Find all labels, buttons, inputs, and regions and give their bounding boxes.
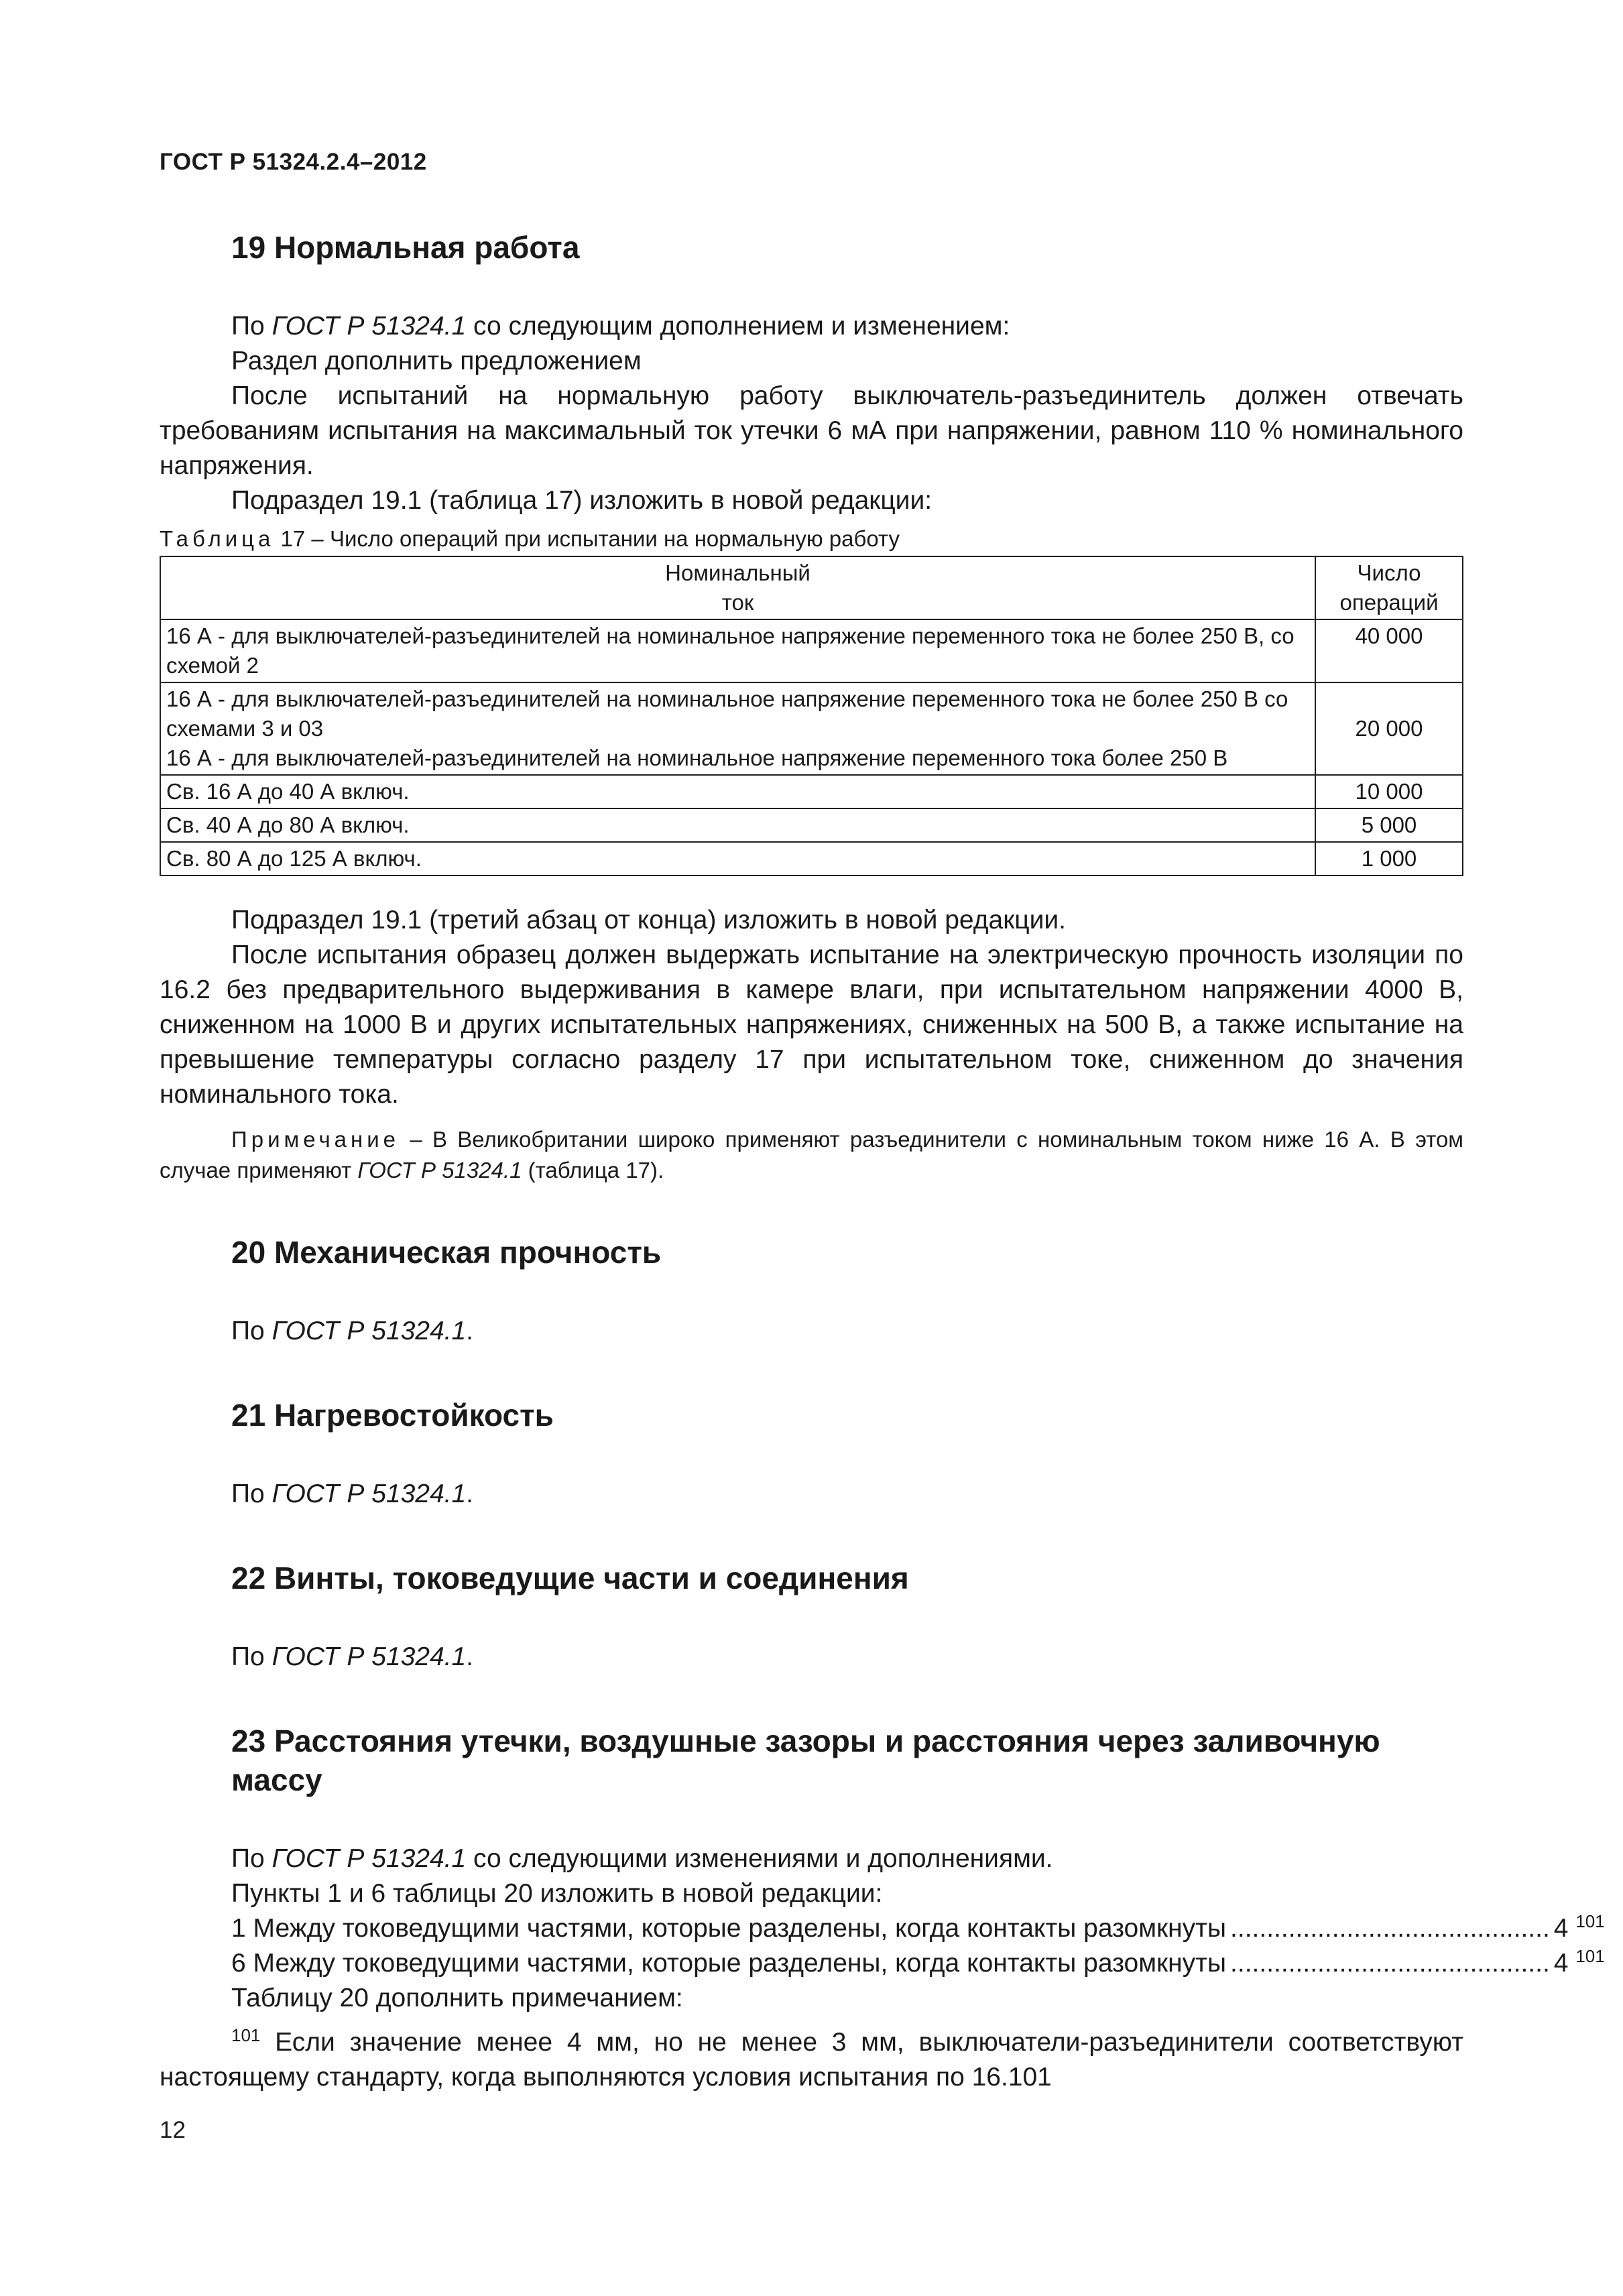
section-21-title: 21 Нагревостойкость [231, 1397, 554, 1433]
table-row [160, 619, 1463, 682]
cell-current-line: 16 А - для выключателей-разъединителей на номинальное напряжение переменного тока не более 250 В со схемами 3 и 03 [166, 686, 1288, 741]
caption-text: 17 – Число операций при испытании на нормальную работу [274, 526, 900, 551]
standard-reference: ГОСТ Р 51324.1 [272, 1642, 467, 1671]
standard-reference: ГОСТ Р 51324.1 [272, 1316, 467, 1345]
section-19-para-1 [160, 309, 1463, 344]
section-20 [160, 1233, 1463, 1349]
caption-label: Таблица [160, 526, 275, 551]
text: со следующим дополнением и изменением: [466, 311, 1010, 341]
cell-current: 16 А - для выключателей-разъединителей на номинальное напряжение переменного тока не более 250 В, со схемой 2 [160, 619, 1315, 682]
text: По [231, 311, 272, 341]
footnote-marker: 101 [1575, 1946, 1605, 1967]
section-23-para-2: Пункты 1 и 6 таблицы 20 изложить в новой редакции: [231, 1879, 883, 1909]
section-19-para-6: После испытания образец должен выдержать испытание на электрическую прочность изоляции по 16.2 без предварительного выдерживания в камере влаги, при испытательном напряжении 4000 В, сниженном на 1000 В и других испытательных напряжениях, сниженных на 500 В, а также испытание на превышение температуры согласно разделу 17 при испытательном токе, сниженном до значения номинального тока. [160, 940, 1463, 1109]
text: со следующими изменениями и дополнениями. [466, 1844, 1053, 1874]
text: По [231, 1844, 272, 1874]
cell-current [160, 682, 1315, 775]
table-20-item [160, 1911, 1605, 1946]
section-23-para-3: Таблицу 20 дополнить примечанием: [231, 1984, 683, 2013]
standard-reference: ГОСТ Р 51324.1 [357, 1157, 522, 1183]
section-22 [160, 1559, 1463, 1675]
text: – В Великобритании широко применяют разъединители с номинальным током ниже 16 А. В этом случае применяют [160, 1126, 1463, 1183]
text: Если значение менее 4 мм, но не менее 3 мм, выключатели-разъединители соответствуют настоящему стандарту, когда выполняются условия испытания по 16.101 [160, 2028, 1463, 2092]
page-number: 12 [160, 2117, 186, 2143]
text: . [466, 1479, 474, 1508]
value-number: 4 [1553, 1914, 1569, 1943]
text: (таблица 17). [522, 1157, 664, 1183]
table-header-row [160, 556, 1463, 619]
value-number: 4 [1553, 1949, 1569, 1978]
item-value [1554, 1911, 1605, 1946]
note-label: Примечание [231, 1126, 400, 1152]
section-20-title: 20 Механическая прочность [231, 1234, 662, 1270]
text: По [231, 1316, 272, 1345]
cell-current: Св. 80 А до 125 А включ. [160, 842, 1315, 875]
section-19-para-3: После испытаний на нормальную работу выключатель-разъединитель должен отвечать требованиям испытания на максимальный ток утечки 6 мА при напряжении, равном 110 % номинального напряжения. [160, 381, 1463, 480]
item-text: 1 Между токоведущими частями, которые разделены, когда контакты разомкнуты [231, 1914, 1227, 1943]
footnote-marker: 101 [1575, 1911, 1605, 1932]
leader-dots: ............................................ [1230, 1949, 1550, 1978]
table-row [160, 808, 1463, 842]
text: По [231, 1642, 272, 1671]
section-23 [160, 1721, 1605, 2096]
table-row [160, 682, 1463, 775]
text: . [466, 1316, 474, 1345]
header-operations: Число операций [1315, 556, 1463, 619]
table-row [160, 775, 1463, 808]
item-text: 6 Между токоведущими частями, которые разделены, когда контакты разомкнуты [231, 1949, 1227, 1978]
table-caption [160, 524, 1463, 554]
section-20-para [160, 1314, 1463, 1349]
table-row [160, 842, 1463, 875]
section-19-para-4: Подраздел 19.1 (таблица 17) изложить в новой редакции: [231, 485, 933, 515]
operations-table [160, 556, 1463, 876]
section-22-para [160, 1640, 1463, 1675]
header-rated-current: Номинальный ток [160, 556, 1315, 619]
standard-reference: ГОСТ Р 51324.1 [272, 1479, 467, 1508]
cell-current: Св. 16 А до 40 А включ. [160, 775, 1315, 808]
section-19-note [160, 1124, 1463, 1186]
document-header: ГОСТ Р 51324.2.4–2012 [160, 149, 427, 175]
standard-reference: ГОСТ Р 51324.1 [272, 311, 467, 341]
cell-operations: 10 000 [1315, 775, 1463, 808]
footnote-marker: 101 [231, 2025, 261, 2046]
cell-current: Св. 40 А до 80 А включ. [160, 808, 1315, 842]
section-19-para-2: Раздел дополнить предложением [231, 346, 642, 375]
section-19-title: 19 Нормальная работа [231, 230, 580, 265]
section-23-para-1 [160, 1841, 1463, 1876]
cell-operations: 5 000 [1315, 808, 1463, 842]
standard-reference: ГОСТ Р 51324.1 [272, 1844, 467, 1874]
text: По [231, 1479, 272, 1508]
item-value [1554, 1946, 1605, 1981]
section-21 [160, 1396, 1463, 1512]
cell-operations: 20 000 [1315, 682, 1463, 775]
leader-dots: ............................................ [1230, 1914, 1550, 1943]
section-23-footnote [160, 2025, 1463, 2095]
section-22-title: 22 Винты, токоведущие части и соединения [231, 1560, 909, 1595]
section-19-para-5: Подраздел 19.1 (третий абзац от конца) изложить в новой редакции. [231, 905, 1067, 934]
table-20-item [160, 1946, 1605, 1981]
section-21-para [160, 1477, 1463, 1512]
section-19 [160, 228, 1463, 1186]
text: . [466, 1642, 474, 1671]
cell-current-line: 16 А - для выключателей-разъединителей на номинальное напряжение переменного тока более 250 В [166, 745, 1228, 770]
cell-operations: 40 000 [1315, 619, 1463, 682]
section-23-title: 23 Расстояния утечки, воздушные зазоры и расстояния через заливочную массу [231, 1723, 1380, 1798]
cell-operations: 1 000 [1315, 842, 1463, 875]
document-body [160, 228, 1605, 2142]
